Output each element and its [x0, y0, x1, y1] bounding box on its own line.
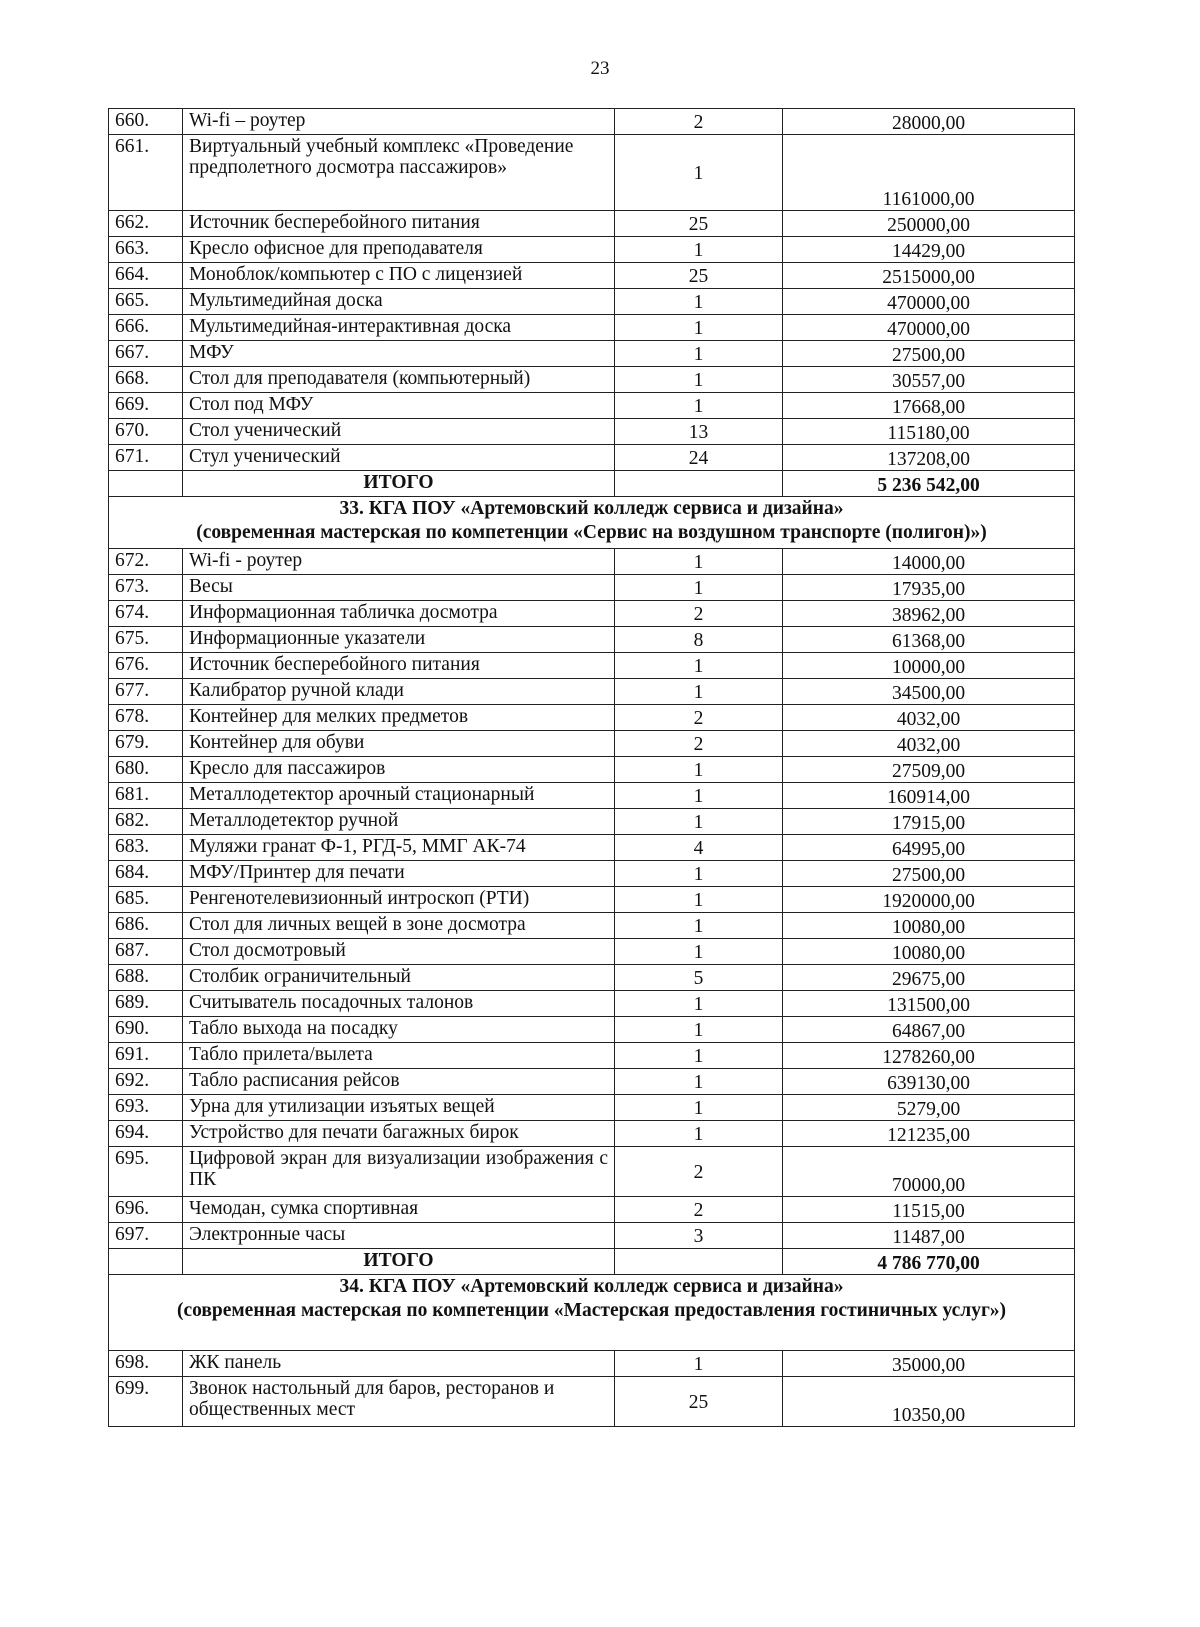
table-row — [109, 1377, 1075, 1427]
item-quantity: 13 — [615, 419, 783, 445]
item-name: Чемодан, сумка спортивная — [183, 1197, 615, 1223]
item-quantity: 1 — [615, 861, 783, 887]
item-price: 160914,00 — [783, 783, 1075, 809]
item-price: 115180,00 — [783, 419, 1075, 445]
table-row — [109, 835, 1075, 861]
item-price: 10080,00 — [783, 913, 1075, 939]
item-price: 17915,00 — [783, 809, 1075, 835]
item-price: 61368,00 — [783, 627, 1075, 653]
item-quantity: 8 — [615, 627, 783, 653]
equipment-table — [108, 108, 1075, 1427]
table-row — [109, 965, 1075, 991]
item-quantity: 1 — [615, 1017, 783, 1043]
row-number: 664. — [109, 263, 183, 289]
table-row — [109, 135, 1075, 211]
item-price: 27500,00 — [783, 341, 1075, 367]
table-row — [109, 109, 1075, 135]
row-number: 689. — [109, 991, 183, 1017]
item-price: 34500,00 — [783, 679, 1075, 705]
section-title-line1: 33. КГА ПОУ «Артемовский колледж сервиса и дизайна» — [339, 498, 844, 519]
item-name: Информационная табличка досмотра — [183, 601, 615, 627]
item-quantity: 1 — [615, 991, 783, 1017]
item-quantity: 25 — [615, 1377, 783, 1427]
item-price: 11487,00 — [783, 1223, 1075, 1249]
item-price: 10000,00 — [783, 653, 1075, 679]
table-row — [109, 419, 1075, 445]
table-row — [109, 809, 1075, 835]
total-value: 4 786 770,00 — [783, 1249, 1075, 1275]
item-quantity: 1 — [615, 757, 783, 783]
item-quantity: 2 — [615, 731, 783, 757]
row-number: 671. — [109, 445, 183, 471]
item-price: 11515,00 — [783, 1197, 1075, 1223]
row-number: 697. — [109, 1223, 183, 1249]
table-row — [109, 783, 1075, 809]
total-row — [109, 471, 1075, 497]
item-name: Столбик ограничительный — [183, 965, 615, 991]
row-number: 667. — [109, 341, 183, 367]
item-price: 38962,00 — [783, 601, 1075, 627]
total-value: 5 236 542,00 — [783, 471, 1075, 497]
table-row — [109, 289, 1075, 315]
row-number: 695. — [109, 1147, 183, 1197]
row-number: 690. — [109, 1017, 183, 1043]
item-quantity: 1 — [615, 315, 783, 341]
item-price: 29675,00 — [783, 965, 1075, 991]
section-title-line2: (современная мастерская по компетенции «Сервис на воздушном транспорте (полигон)») — [196, 522, 987, 543]
table-row — [109, 757, 1075, 783]
section-title-line2: (современная мастерская по компетенции «Мастерская предоставления гостиничных услуг») — [176, 1300, 1007, 1321]
row-number: 660. — [109, 109, 183, 135]
item-name: Звонок настольный для баров, ресторанов и общественных мест — [183, 1377, 615, 1427]
row-number: 692. — [109, 1069, 183, 1095]
item-name: Стол для личных вещей в зоне досмотра — [183, 913, 615, 939]
item-quantity: 1 — [615, 1095, 783, 1121]
item-quantity: 1 — [615, 679, 783, 705]
item-price: 64867,00 — [783, 1017, 1075, 1043]
row-number: 673. — [109, 575, 183, 601]
item-name: Весы — [183, 575, 615, 601]
item-price: 250000,00 — [783, 211, 1075, 237]
item-quantity: 1 — [615, 237, 783, 263]
table-row — [109, 1017, 1075, 1043]
item-name: Wi-fi – роутер — [183, 109, 615, 135]
item-name: МФУ — [183, 341, 615, 367]
item-quantity: 2 — [615, 1147, 783, 1197]
table-row — [109, 887, 1075, 913]
item-price: 14000,00 — [783, 549, 1075, 575]
section-title — [109, 497, 1075, 549]
item-name: Цифровой экран для визуализации изображения с ПК — [183, 1147, 615, 1197]
item-price: 131500,00 — [783, 991, 1075, 1017]
item-quantity: 2 — [615, 705, 783, 731]
item-name: МФУ/Принтер для печати — [183, 861, 615, 887]
item-name: Стол под МФУ — [183, 393, 615, 419]
item-quantity: 2 — [615, 109, 783, 135]
table-row — [109, 991, 1075, 1017]
item-quantity: 1 — [615, 783, 783, 809]
section-title-line1: 34. КГА ПОУ «Артемовский колледж сервиса и дизайна» — [339, 1276, 844, 1297]
item-name: Калибратор ручной клади — [183, 679, 615, 705]
item-price: 27509,00 — [783, 757, 1075, 783]
row-number: 672. — [109, 549, 183, 575]
item-name: Табло выхода на посадку — [183, 1017, 615, 1043]
item-name: ЖК панель — [183, 1351, 615, 1377]
item-name: Источник бесперебойного питания — [183, 211, 615, 237]
row-number: 661. — [109, 135, 183, 211]
table-row — [109, 679, 1075, 705]
row-number: 670. — [109, 419, 183, 445]
item-price: 121235,00 — [783, 1121, 1075, 1147]
item-price: 4032,00 — [783, 731, 1075, 757]
item-name: Металлодетектор ручной — [183, 809, 615, 835]
item-quantity: 3 — [615, 1223, 783, 1249]
row-number: 687. — [109, 939, 183, 965]
row-number: 685. — [109, 887, 183, 913]
row-number: 682. — [109, 809, 183, 835]
row-number: 676. — [109, 653, 183, 679]
item-name: Контейнер для мелких предметов — [183, 705, 615, 731]
row-number: 681. — [109, 783, 183, 809]
item-quantity: 1 — [615, 1043, 783, 1069]
item-price: 30557,00 — [783, 367, 1075, 393]
item-price: 70000,00 — [783, 1147, 1075, 1197]
item-quantity: 1 — [615, 653, 783, 679]
table-row — [109, 393, 1075, 419]
item-name: Считыватель посадочных талонов — [183, 991, 615, 1017]
item-quantity: 25 — [615, 211, 783, 237]
table-row — [109, 1121, 1075, 1147]
item-name: Электронные часы — [183, 1223, 615, 1249]
item-price: 470000,00 — [783, 289, 1075, 315]
table-row — [109, 601, 1075, 627]
table-row — [109, 705, 1075, 731]
table-row — [109, 1043, 1075, 1069]
item-name: Мультимедийная-интерактивная доска — [183, 315, 615, 341]
row-number: 662. — [109, 211, 183, 237]
item-price: 14429,00 — [783, 237, 1075, 263]
item-name: Виртуальный учебный комплекс «Проведение предполетного досмотра пассажиров» — [183, 135, 615, 211]
row-number: 680. — [109, 757, 183, 783]
row-number: 665. — [109, 289, 183, 315]
item-name: Урна для утилизации изъятых вещей — [183, 1095, 615, 1121]
item-price: 10350,00 — [783, 1377, 1075, 1427]
item-price: 10080,00 — [783, 939, 1075, 965]
item-quantity: 1 — [615, 135, 783, 211]
table-row — [109, 315, 1075, 341]
row-number: 683. — [109, 835, 183, 861]
table-row — [109, 1095, 1075, 1121]
item-name: Ренгенотелевизионный интроскоп (РТИ) — [183, 887, 615, 913]
item-name: Кресло офисное для преподавателя — [183, 237, 615, 263]
table-row — [109, 263, 1075, 289]
row-number: 691. — [109, 1043, 183, 1069]
total-empty-cell — [109, 471, 183, 497]
item-quantity: 24 — [615, 445, 783, 471]
item-name: Табло прилета/вылета — [183, 1043, 615, 1069]
item-quantity: 1 — [615, 367, 783, 393]
item-quantity: 1 — [615, 939, 783, 965]
table-row — [109, 549, 1075, 575]
item-price: 4032,00 — [783, 705, 1075, 731]
item-quantity: 1 — [615, 549, 783, 575]
item-price: 64995,00 — [783, 835, 1075, 861]
item-price: 2515000,00 — [783, 263, 1075, 289]
item-price: 17935,00 — [783, 575, 1075, 601]
section-header-row — [109, 1275, 1075, 1351]
section-header-row — [109, 497, 1075, 549]
item-name: Стол для преподавателя (компьютерный) — [183, 367, 615, 393]
item-name: Устройство для печати багажных бирок — [183, 1121, 615, 1147]
table-row — [109, 1351, 1075, 1377]
table-row — [109, 627, 1075, 653]
item-name: Контейнер для обуви — [183, 731, 615, 757]
item-quantity: 1 — [615, 575, 783, 601]
row-number: 684. — [109, 861, 183, 887]
item-price: 470000,00 — [783, 315, 1075, 341]
item-price: 5279,00 — [783, 1095, 1075, 1121]
row-number: 669. — [109, 393, 183, 419]
item-name: Источник бесперебойного питания — [183, 653, 615, 679]
item-price: 1920000,00 — [783, 887, 1075, 913]
item-name: Информационные указатели — [183, 627, 615, 653]
item-quantity: 2 — [615, 1197, 783, 1223]
table-row — [109, 731, 1075, 757]
item-quantity: 1 — [615, 393, 783, 419]
table-row — [109, 913, 1075, 939]
total-empty-cell — [615, 1249, 783, 1275]
row-number: 674. — [109, 601, 183, 627]
row-number: 688. — [109, 965, 183, 991]
table-row — [109, 861, 1075, 887]
item-price: 28000,00 — [783, 109, 1075, 135]
table-row — [109, 575, 1075, 601]
total-row — [109, 1249, 1075, 1275]
item-quantity: 25 — [615, 263, 783, 289]
table-row — [109, 1223, 1075, 1249]
row-number: 699. — [109, 1377, 183, 1427]
table-row — [109, 1069, 1075, 1095]
item-name: Кресло для пассажиров — [183, 757, 615, 783]
item-price: 17668,00 — [783, 393, 1075, 419]
table-row — [109, 1147, 1075, 1197]
row-number: 694. — [109, 1121, 183, 1147]
item-name: Табло расписания рейсов — [183, 1069, 615, 1095]
row-number: 663. — [109, 237, 183, 263]
row-number: 696. — [109, 1197, 183, 1223]
item-name: Металлодетектор арочный стационарный — [183, 783, 615, 809]
item-quantity: 1 — [615, 1121, 783, 1147]
page-number: 23 — [590, 58, 610, 79]
total-label: ИТОГО — [183, 471, 615, 497]
row-number: 679. — [109, 731, 183, 757]
item-quantity: 1 — [615, 289, 783, 315]
table-row — [109, 939, 1075, 965]
item-name: Моноблок/компьютер с ПО с лицензией — [183, 263, 615, 289]
item-quantity: 1 — [615, 1069, 783, 1095]
section-title — [109, 1275, 1075, 1351]
item-price: 639130,00 — [783, 1069, 1075, 1095]
row-number: 677. — [109, 679, 183, 705]
row-number: 698. — [109, 1351, 183, 1377]
item-quantity: 1 — [615, 887, 783, 913]
table-row — [109, 445, 1075, 471]
item-quantity: 1 — [615, 913, 783, 939]
row-number: 666. — [109, 315, 183, 341]
item-price: 1161000,00 — [783, 135, 1075, 211]
item-name: Стул ученический — [183, 445, 615, 471]
table-row — [109, 1197, 1075, 1223]
row-number: 668. — [109, 367, 183, 393]
row-number: 675. — [109, 627, 183, 653]
row-number: 678. — [109, 705, 183, 731]
item-quantity: 2 — [615, 601, 783, 627]
total-empty-cell — [109, 1249, 183, 1275]
table-row — [109, 367, 1075, 393]
table-row — [109, 653, 1075, 679]
item-price: 27500,00 — [783, 861, 1075, 887]
table-row — [109, 341, 1075, 367]
item-name: Стол ученический — [183, 419, 615, 445]
total-label: ИТОГО — [183, 1249, 615, 1275]
total-empty-cell — [615, 471, 783, 497]
item-price: 137208,00 — [783, 445, 1075, 471]
row-number: 686. — [109, 913, 183, 939]
item-price: 35000,00 — [783, 1351, 1075, 1377]
row-number: 693. — [109, 1095, 183, 1121]
table-row — [109, 237, 1075, 263]
item-quantity: 5 — [615, 965, 783, 991]
item-name: Мультимедийная доска — [183, 289, 615, 315]
item-name: Стол досмотровый — [183, 939, 615, 965]
item-name: Wi-fi - роутер — [183, 549, 615, 575]
table-row — [109, 211, 1075, 237]
item-price: 1278260,00 — [783, 1043, 1075, 1069]
item-quantity: 1 — [615, 341, 783, 367]
item-quantity: 1 — [615, 809, 783, 835]
item-name: Муляжи гранат Ф-1, РГД-5, ММГ АК-74 — [183, 835, 615, 861]
item-quantity: 1 — [615, 1351, 783, 1377]
item-quantity: 4 — [615, 835, 783, 861]
